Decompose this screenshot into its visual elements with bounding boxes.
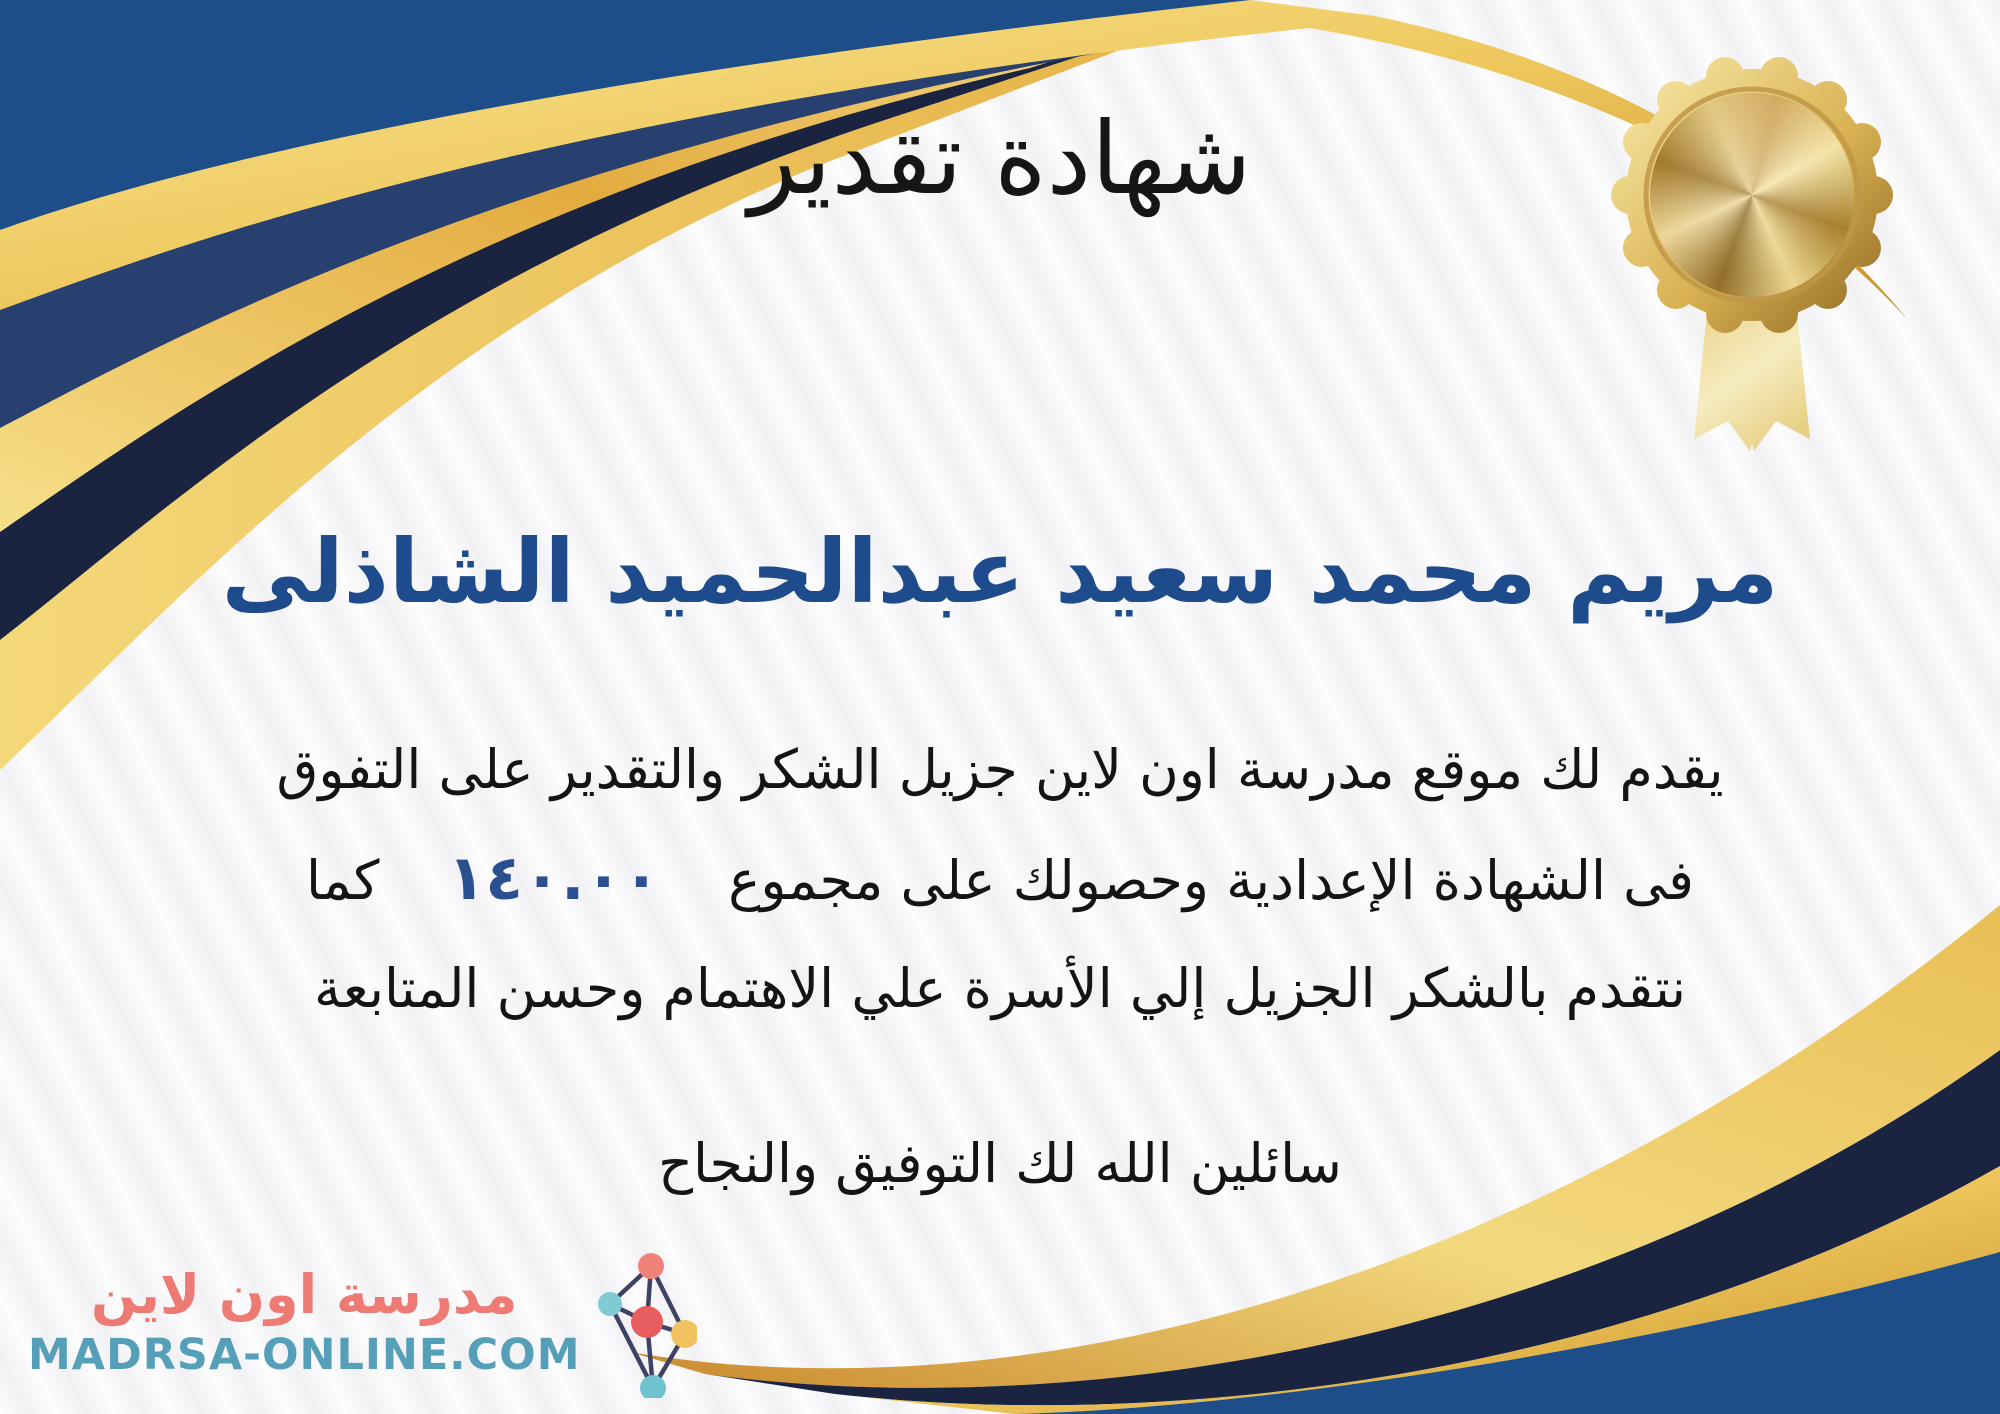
closing-line: سائلين الله لك التوفيق والنجاح — [658, 1132, 1342, 1195]
site-logo-text — [28, 1263, 581, 1383]
certificate-title: شهادة تقدير — [748, 100, 1252, 217]
body-line-2-text: فى الشهادة الإعدادية وحصولك على مجموع — [728, 849, 1694, 912]
body-line-2-tail: كما — [306, 849, 380, 912]
site-domain: MADRSA-ONLINE.COM — [28, 1330, 581, 1380]
node-coral — [638, 1253, 664, 1279]
node-teal-bottom — [640, 1375, 666, 1398]
body-line-1: يقدم لك موقع مدرسة اون لاين جزيل الشكر والتقدير على التفوق — [276, 738, 1724, 801]
node-yellow-right — [671, 1320, 697, 1348]
certificate-body — [0, 736, 2000, 1063]
network-graph-icon — [597, 1248, 697, 1398]
score-value: ١٤٠.٠٠ — [447, 841, 661, 914]
body-line-3: نتقدم بالشكر الجزيل إلي الأسرة علي الاهتمام وحسن المتابعة — [313, 957, 1687, 1020]
site-logo — [28, 1248, 697, 1398]
node-red-center — [631, 1306, 663, 1338]
site-name-arabic: مدرسة اون لاين — [91, 1263, 518, 1326]
node-teal-left — [598, 1292, 622, 1316]
student-name: مريم محمد سعيد عبدالحميد الشاذلى — [221, 520, 1779, 623]
body-line-2 — [70, 841, 1930, 915]
